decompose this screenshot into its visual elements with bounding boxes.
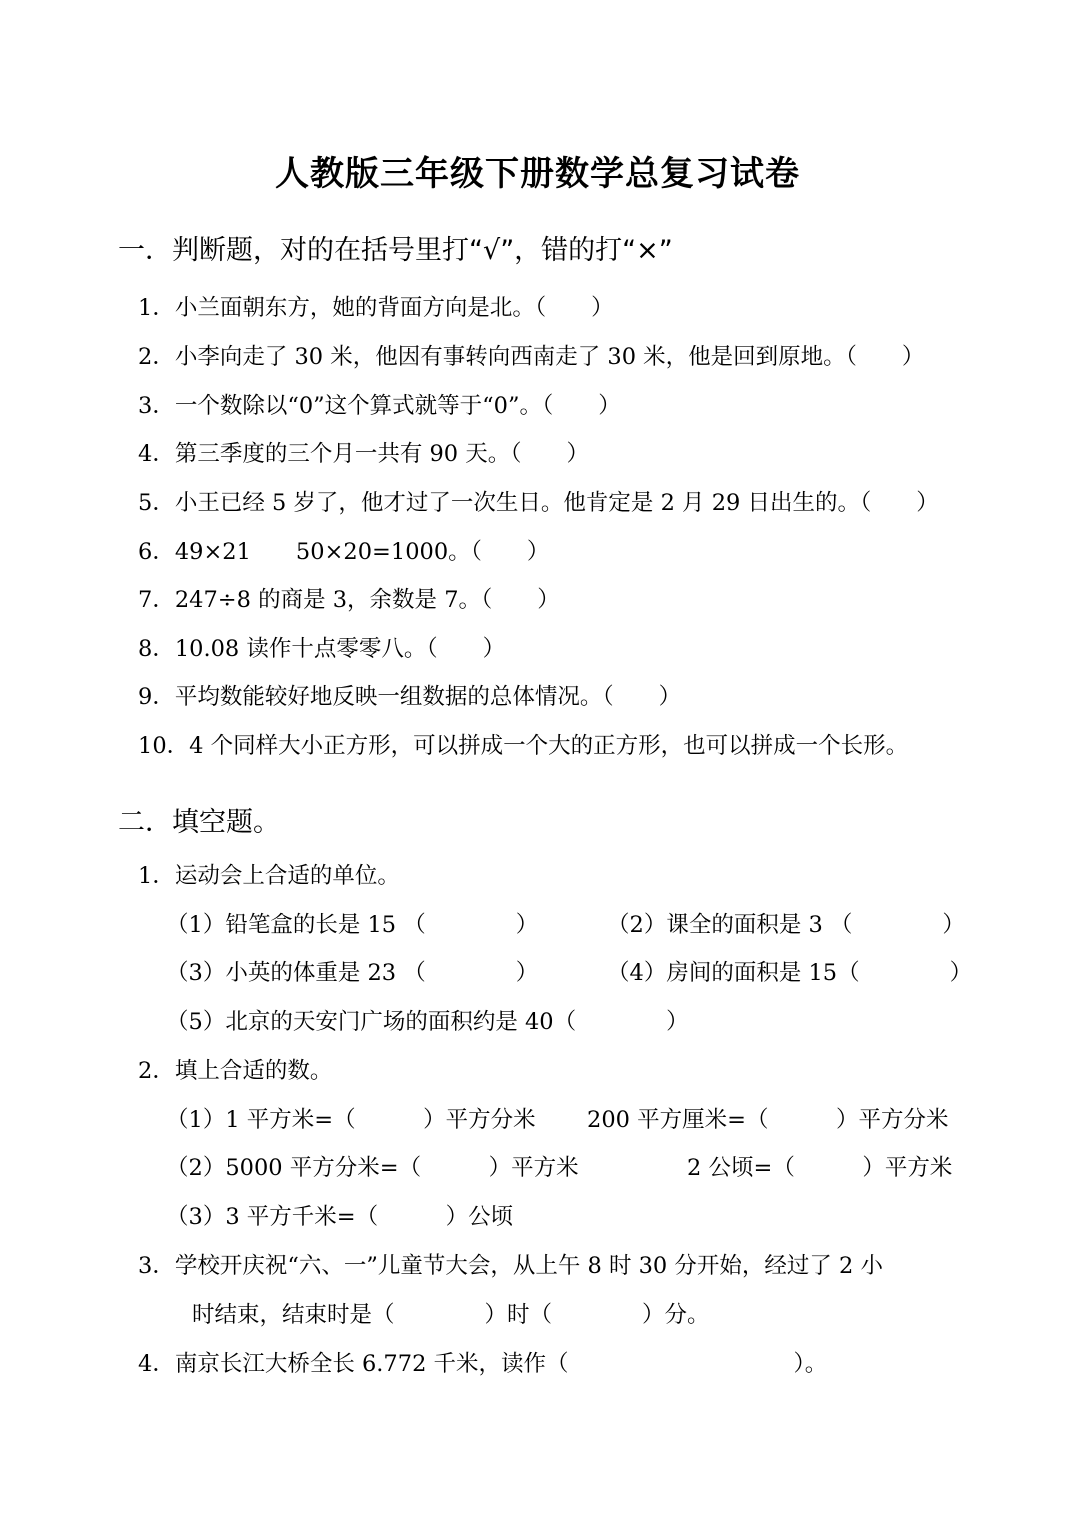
fill-q3-line1: 3．学校开庆祝“六、一”儿童节大会，从上午 8 时 30 分开始，经过了 2 小 [138,1253,883,1279]
judge-item-6: 6．49×21 50×20=1000。（ ） [138,539,550,565]
fill-q2-a1b: 200 平方厘米=（ ）平方分米 [587,1107,949,1133]
fill-q3-line2: 时结束，结束时是（ ）时（ ）分。 [192,1302,710,1328]
fill-q1-a3: （3）小英的体重是 23 （ ） [166,960,539,986]
judge-item-7: 7．247÷8 的商是 3，余数是 7。（ ） [138,587,560,613]
judge-item-1: 1．小兰面朝东方，她的背面方向是北。（ ） [138,295,614,321]
judge-item-3: 3．一个数除以“0”这个算式就等于“0”。（ ） [138,393,621,419]
judge-item-9: 9．平均数能较好地反映一组数据的总体情况。（ ） [138,684,682,710]
fill-q2-a3: （3）3 平方千米=（ ）公顷 [166,1204,514,1230]
fill-q1-a4: （4）房间的面积是 15（ ） [607,960,973,986]
section-2-heading: 二．填空题。 [118,807,280,838]
fill-q2-a2b: 2 公顷=（ ）平方米 [687,1155,953,1181]
fill-q2-a2: （2）5000 平方分米=（ ）平方米 [166,1155,579,1181]
judge-item-4: 4．第三季度的三个月一共有 90 天。（ ） [138,441,590,467]
fill-q4-line1: 4．南京长江大桥全长 6.772 千米，读作（ ）。 [138,1351,828,1377]
judge-item-10: 10．4 个同样大小正方形，可以拼成一个大的正方形，也可以拼成一个长形。 [138,733,909,759]
fill-q1-a5: （5）北京的天安门广场的面积约是 40（ ） [166,1009,689,1035]
fill-q2-a1: （1）1 平方米=（ ）平方分米 [166,1107,536,1133]
judge-item-2: 2．小李向走了 30 米，他因有事转向西南走了 30 米，他是回到原地。（ ） [138,344,925,370]
fill-q1-a2: （2）课全的面积是 3 （ ） [607,912,965,938]
fill-q1-stem: 1．运动会上合适的单位。 [138,863,400,889]
page-title: 人教版三年级下册数学总复习试卷 [275,154,800,194]
judge-item-8: 8．10.08 读作十点零零八。（ ） [138,636,506,662]
fill-q1-a1: （1）铅笔盒的长是 15 （ ） [166,912,539,938]
section-1-heading: 一．判断题，对的在括号里打“√”，错的打“×” [118,235,673,266]
fill-q2-stem: 2．填上合适的数。 [138,1058,333,1084]
judge-item-5: 5．小王已经 5 岁了，他才过了一次生日。他肯定是 2 月 29 日出生的。（ ） [138,490,939,516]
